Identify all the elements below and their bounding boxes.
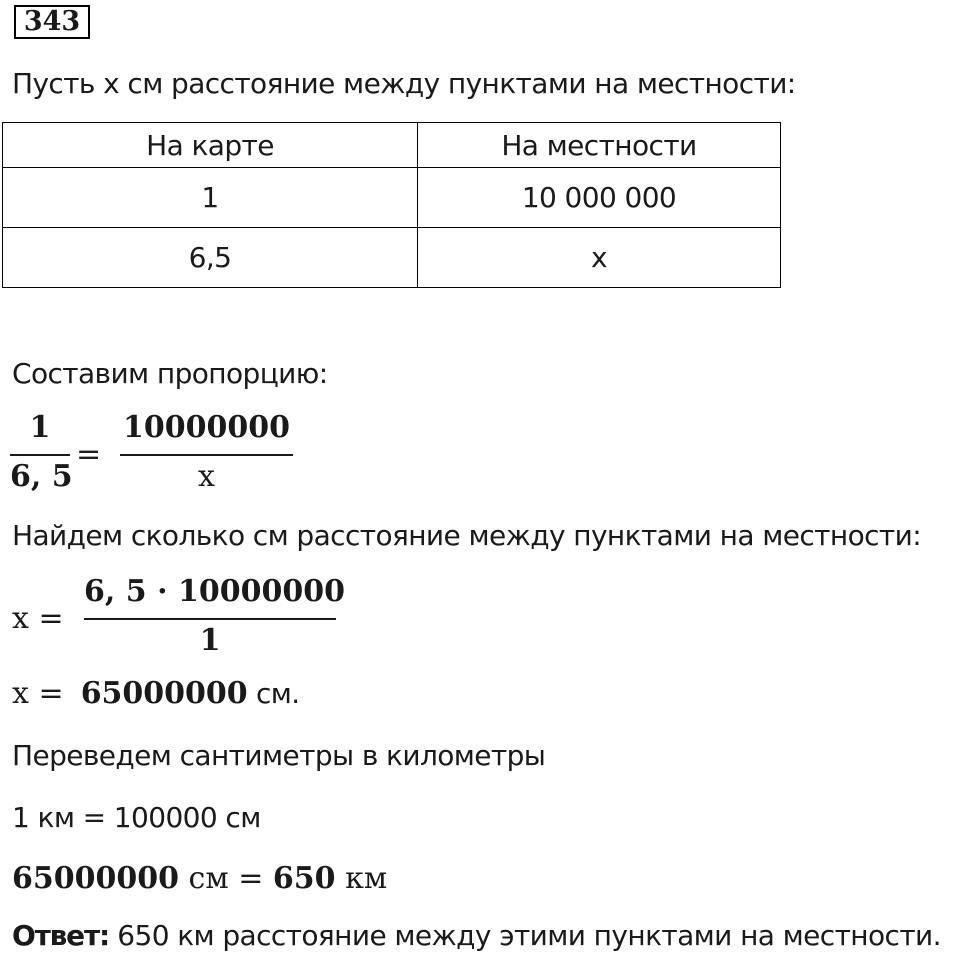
fraction-bar: [120, 454, 293, 456]
left-denominator: 6, 5: [10, 459, 73, 494]
convert-label: Переведем сантиметры в километры: [12, 739, 546, 772]
conversion-text: 1 км = 100000 см: [12, 801, 261, 834]
answer-line: [12, 919, 941, 952]
task-number: 343: [14, 5, 90, 39]
result-unit: см.: [247, 677, 300, 710]
solve-denominator: 1: [199, 623, 221, 658]
final-km-value: 650: [272, 861, 336, 896]
solve-numerator: 6, 5 · 10000000: [84, 574, 345, 609]
result-lhs: x =: [12, 676, 64, 711]
table-header-map: На карте: [3, 123, 418, 168]
final-km-unit: км: [345, 861, 388, 896]
left-numerator: 1: [29, 410, 51, 445]
right-numerator: 10000000: [123, 410, 290, 445]
result-line: [12, 676, 300, 711]
left-fraction: [10, 410, 73, 500]
right-denominator: x: [198, 459, 215, 494]
solve-lhs: x =: [12, 601, 64, 636]
table-row: [3, 168, 781, 228]
answer-text: 650 км расстояние между этими пунктами на местности.: [108, 919, 941, 952]
final-cm-unit: см: [188, 861, 229, 896]
proportion-label: Составим пропорцию:: [12, 357, 328, 390]
right-fraction: [120, 410, 293, 500]
table-row: [3, 228, 781, 288]
table-cell: 6,5: [3, 228, 418, 288]
table-cell: 10 000 000: [418, 168, 781, 228]
table-header-row: [3, 123, 781, 168]
final-equation: [12, 861, 388, 896]
table-header-terrain: На местности: [418, 123, 781, 168]
solve-fraction: [84, 574, 345, 664]
fraction-bar: [10, 454, 70, 456]
table-cell: 1: [3, 168, 418, 228]
final-equals: =: [238, 861, 264, 896]
final-cm-value: 65000000: [12, 861, 179, 896]
result-value: 65000000: [80, 676, 248, 711]
find-label: Найдем сколько см расстояние между пунктами на местности:: [12, 519, 922, 552]
table-cell: х: [418, 228, 781, 288]
intro-text: Пусть х см расстояние между пунктами на местности:: [12, 67, 796, 100]
fraction-bar: [84, 618, 336, 620]
answer-label: Ответ:: [12, 919, 109, 952]
proportion-table: [2, 122, 781, 288]
equals-sign: =: [76, 437, 102, 472]
